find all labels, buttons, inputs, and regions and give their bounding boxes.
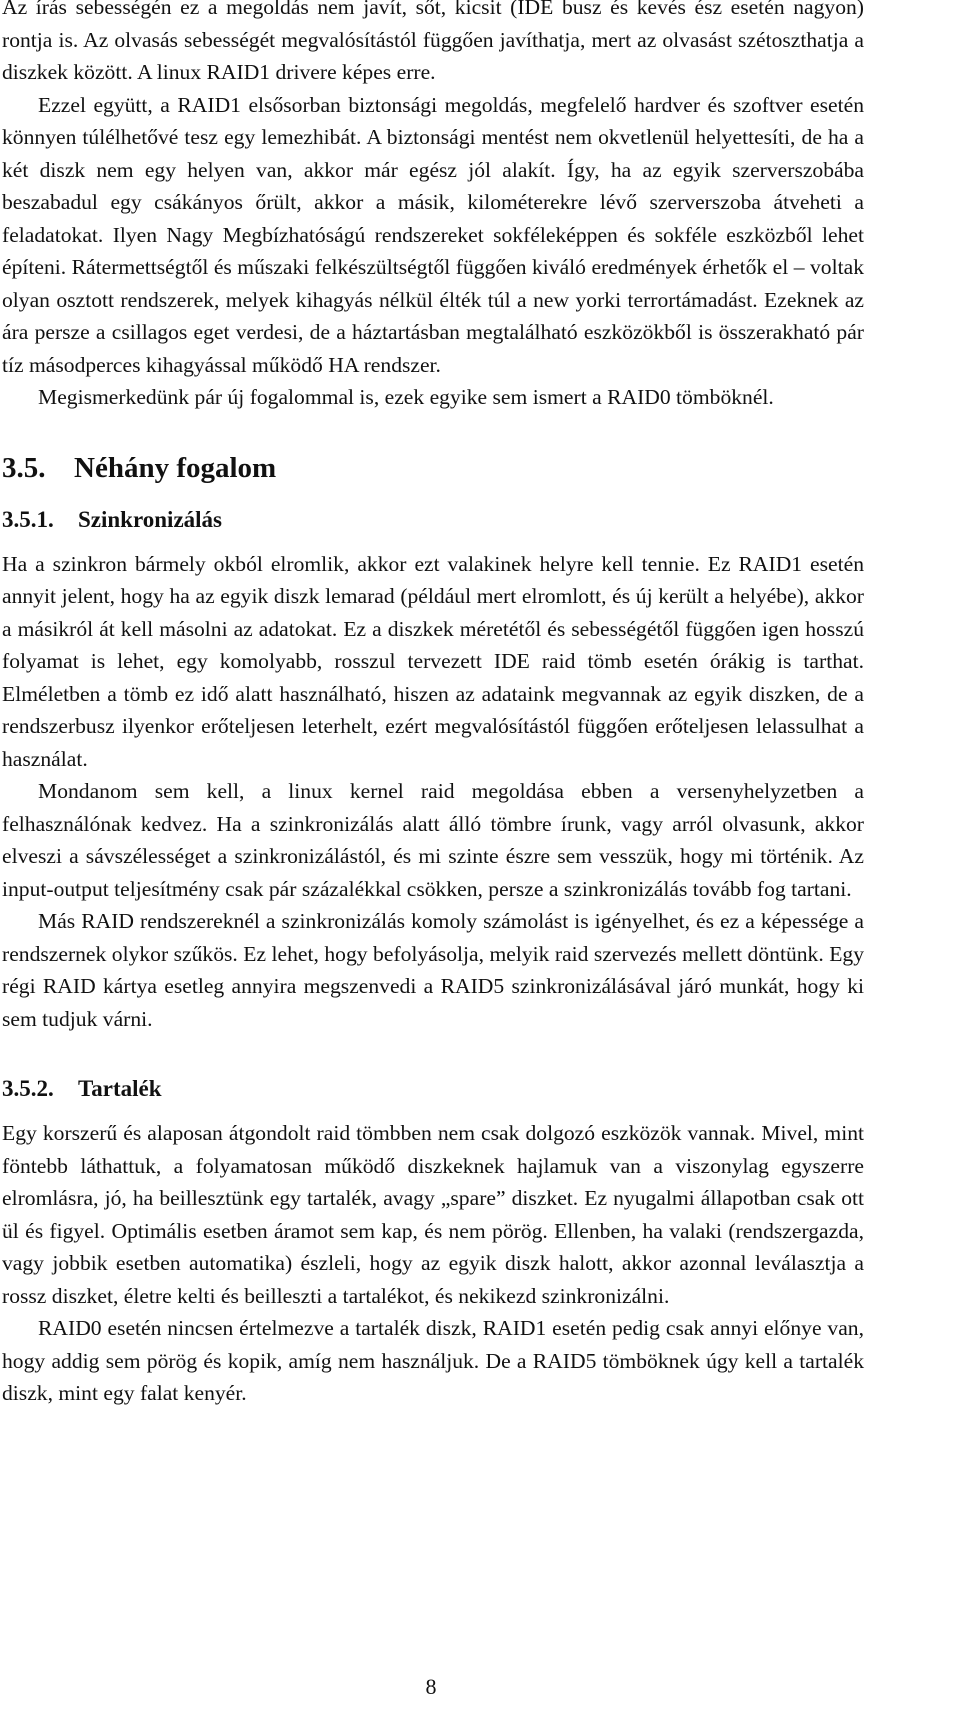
paragraph: Egy korszerű és alaposan átgondolt raid tömbben nem csak dolgozó eszközök vannak. Mivel, mint föntebb láthattuk, a folyamatosan működő diszkeknek hajlamuk van a viszonylag egyszerre elromlásra, jó, ha beillesztünk egy tartalék, avagy „spare” diszket. Ez nyugalmi állapotban csak ott ül és figyel. Optimális esetben áramot sem kap, és nem pörög. Ellenben, ha valaki (rendszergazda, vagy jobbik esetben automatika) észleli, hogy az egyik diszk halott, akkor azonnal leválasztja a rossz diszket, életre kelti és beilleszti a tartalékot, és nekikezd szinkronizálni. <box>2 1121 864 1308</box>
subsection-heading <box>2 1073 864 1105</box>
paragraph: Az írás sebességén ez a megoldás nem javít, sőt, kicsit (IDE busz és kevés ész esetén nagyon) rontja is. Az olvasás sebességét megvalósítástól függően javíthatja, mert az olvasást szétoszthatja a diszkek között. A linux RAID1 drivere képes erre. <box>2 0 864 84</box>
paragraph: Ezzel együtt, a RAID1 elsősorban biztonsági megoldás, megfelelő hardver és szoftver esetén könnyen túlélhetővé tesz egy lemezhibát. A biztonsági mentést nem okvetlenül helyettesíti, de ha a két diszk nem egy helyen van, akkor már egész jól alakít. Így, ha az egyik szerverszobába beszabadul egy csákányos őrült, akkor a másik, kilométerekre lévő szerverszoba átveheti a feladatokat. Ilyen Nagy Megbízhatóságú rendszereket sokféleképpen és sokféle eszközből lehet építeni. Rátermettségtől és műszaki felkészültségtől függően kiváló eredmények érhetők el – voltak olyan osztott rendszerek, melyek kihagyás nélkül élték túl a new yorki terrortámadást. Ezeknek az ára persze a csillagos eget verdesi, de a háztartásban megtalálható eszközökből is összerakható pár tíz másodperces kihagyással működő HA rendszer. <box>2 92 864 377</box>
subsection-title: Szinkronizálás <box>78 506 222 532</box>
paragraph: Ha a szinkron bármely okból elromlik, akkor ezt valakinek helyre kell tennie. Ez RAID1 esetén annyit jelent, hogy ha az egyik diszk lemarad (például mert elromlott, és új került a helyébe), akkor a másikról át kell másolni az adatokat. Ez a diszkek méretétől és sebességétől függően igen hosszú folyamat is lehet, egy komolyabb, rosszul tervezett IDE raid tömb esetén órákig is tarthat. Elméletben a tömb ez idő alatt használható, hiszen az adataink megvannak az egyik diszken, de a rendszerbusz ilyenkor erőteljesen leterhelt, ezért megvalósítástól függően erőteljesen lelassulhat a használat. <box>2 551 864 771</box>
section-heading <box>2 448 864 488</box>
page-content <box>2 0 864 1410</box>
paragraph: RAID0 esetén nincsen értelmezve a tartalék diszk, RAID1 esetén pedig csak annyi előnye van, hogy addig sem pörög és kopik, amíg nem használjuk. De a RAID5 tömböknek úgy kell a tartalék diszk, mint egy falat kenyér. <box>2 1316 864 1405</box>
section-number: 3.5. <box>2 451 46 484</box>
subsection-number: 3.5.1. <box>2 506 54 532</box>
page-number: 8 <box>425 1674 437 1699</box>
paragraph: Más RAID rendszereknél a szinkronizálás komoly számolást is igényelhet, és ez a képessége a rendszernek olykor szűkös. Ez lehet, hogy befolyásolja, melyik raid szervezés mellett döntünk. Egy régi RAID kártya esetleg annyira megszenvedi a RAID5 szinkronizálásával járó munkát, hogy ki sem tudjuk várni. <box>2 909 864 1031</box>
paragraph: Mondanom sem kell, a linux kernel raid megoldása ebben a versenyhelyzetben a felhasználónak kedvez. Ha a szinkronizálás alatt álló tömbre írunk, vagy arról olvasunk, akkor elveszi a sávszélességet a szinkronizálástól, és mi szinte észre sem vesszük, hogy mi történik. Az input-output teljesítmény csak pár százalékkal csökken, persze a szinkronizálás tovább fog tartani. <box>2 779 864 901</box>
section-title: Néhány fogalom <box>74 451 277 484</box>
subsection-heading <box>2 504 864 536</box>
paragraph: Megismerkedünk pár új fogalommal is, ezek egyike sem ismert a RAID0 tömböknél. <box>38 385 774 409</box>
subsection-number: 3.5.2. <box>2 1076 54 1101</box>
subsection-title: Tartalék <box>78 1076 162 1101</box>
